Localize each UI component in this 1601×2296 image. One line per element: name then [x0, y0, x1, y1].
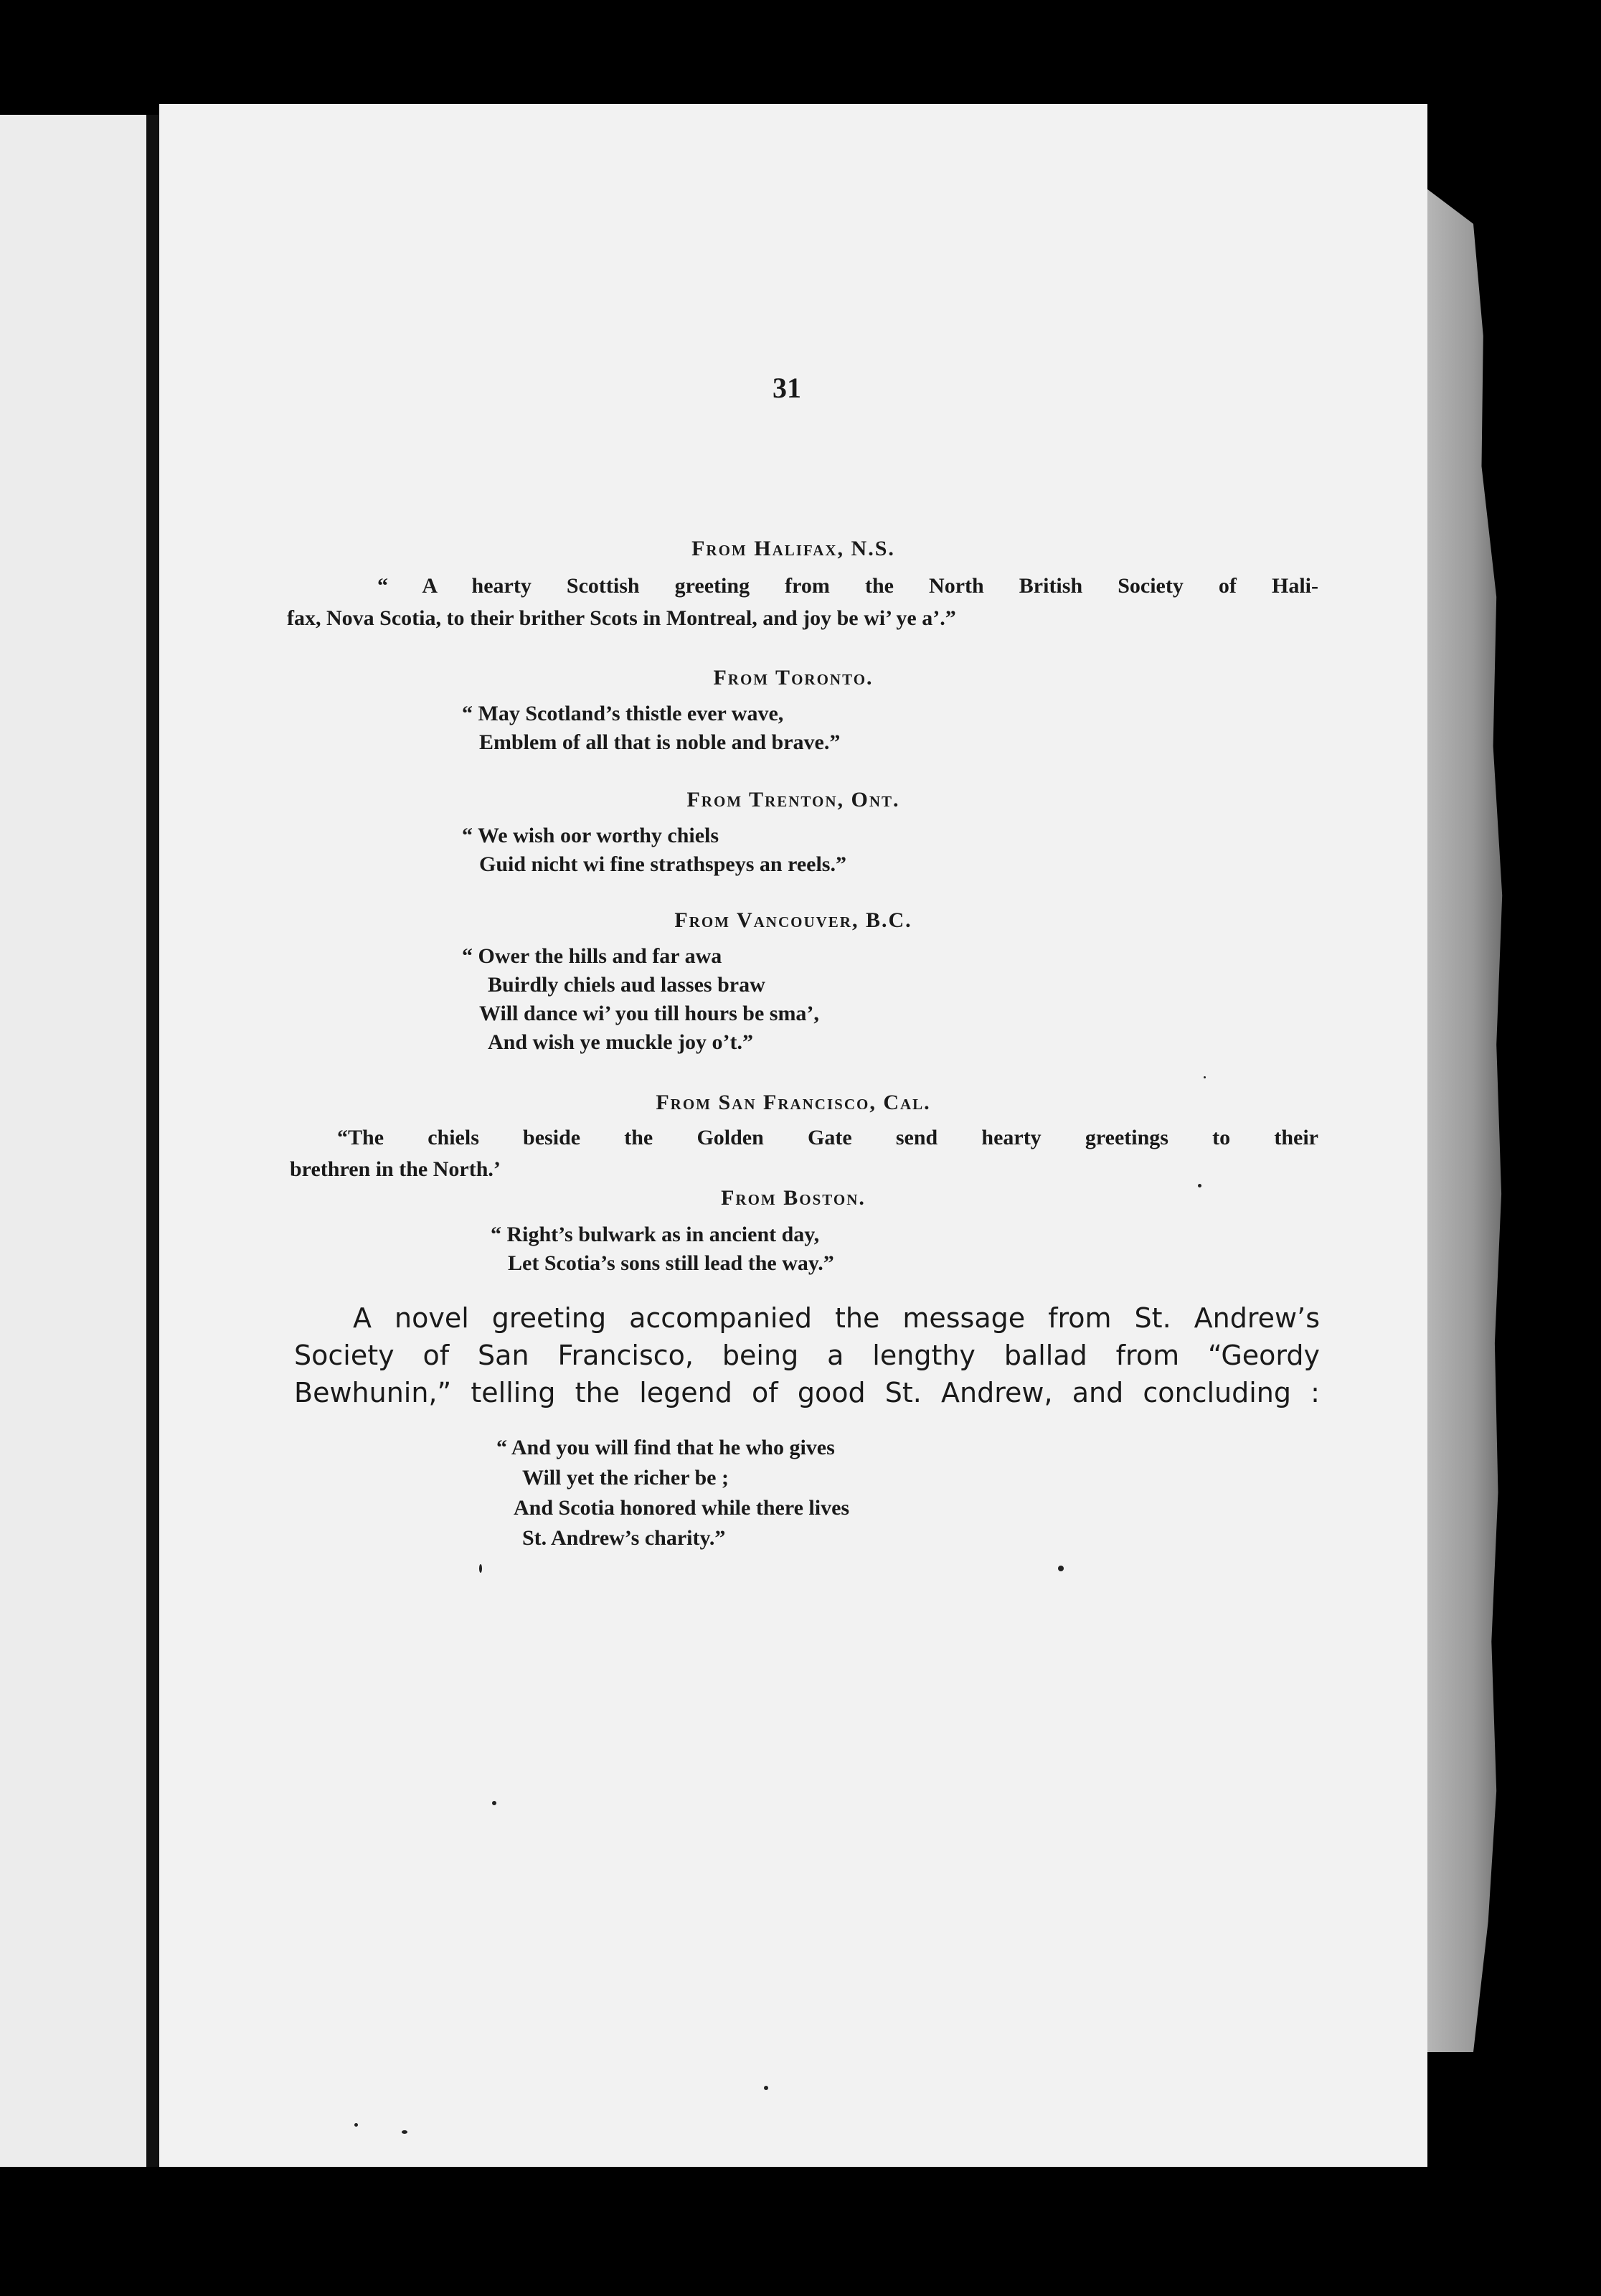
boston-line-1: “ Right’s bulwark as in ancient day, [491, 1223, 820, 1246]
trenton-line-1: “ We wish oor worthy chiels [462, 824, 719, 847]
torn-page-edge [1424, 187, 1506, 2052]
scan-speck [1198, 1184, 1201, 1187]
ballad-line-3: And Scotia honored while there lives [514, 1496, 850, 1520]
novel-line-1: A novel greeting accompanied the message from St. Andrew’s [353, 1302, 1320, 1334]
trenton-line-2: Guid nicht wi fine strathspeys an reels.” [479, 852, 846, 876]
novel-line-3: Bewhunin,” telling the legend of good St. Andrew, and concluding : [294, 1377, 1320, 1408]
san-francisco-line-1: “The chiels beside the Golden Gate send hearty greetings to their [337, 1126, 1318, 1149]
ballad-line-1: “ And you will find that he who gives [496, 1436, 835, 1459]
heading-toronto: From Toronto. [713, 666, 874, 690]
halifax-line-1: “ A hearty Scottish greeting from the North British Society of Hali- [377, 574, 1318, 598]
heading-san-francisco: From San Francisco, Cal. [656, 1091, 931, 1114]
scan-speck [479, 1564, 482, 1573]
vancouver-verse [462, 942, 819, 1057]
scan-speck [492, 1801, 496, 1805]
scan-speck [1058, 1566, 1064, 1571]
novel-greeting-paragraph [294, 1299, 1320, 1411]
toronto-line-1: “ May Scotland’s thistle ever wave, [462, 702, 784, 725]
san-francisco-line-2: brethren in the North.’ [290, 1157, 501, 1181]
vancouver-line-3: Will dance wi’ you till hours be sma’, [479, 1002, 819, 1025]
ballad-line-4: St. Andrew’s charity.” [522, 1526, 726, 1550]
novel-line-2: Society of San Francisco, being a lengthy ballad from “Geordy [294, 1340, 1320, 1371]
heading-trenton: From Trenton, Ont. [686, 788, 900, 811]
heading-boston: From Boston. [721, 1186, 866, 1210]
scan-speck [764, 2086, 768, 2090]
scan-speck [354, 2123, 358, 2127]
boston-verse [491, 1220, 834, 1278]
boston-line-2: Let Scotia’s sons still lead the way.” [508, 1251, 834, 1275]
halifax-line-2: fax, Nova Scotia, to their brither Scots in Montreal, and joy be wi’ ye a’.” [287, 606, 956, 630]
ballad-verse [496, 1433, 849, 1553]
heading-halifax: From Halifax, N.S. [691, 537, 895, 560]
vancouver-line-1: “ Ower the hills and far awa [462, 944, 722, 968]
ballad-line-2: Will yet the richer be ; [522, 1466, 729, 1490]
scan-speck [1204, 1076, 1206, 1078]
book-gutter [146, 115, 159, 2167]
document-page [159, 104, 1427, 2167]
page-number: 31 [773, 372, 801, 404]
vancouver-line-2: Buirdly chiels aud lasses braw [488, 973, 765, 997]
toronto-verse [462, 700, 840, 757]
vancouver-line-4: And wish ye muckle joy o’t.” [488, 1030, 754, 1054]
toronto-line-2: Emblem of all that is noble and brave.” [479, 730, 841, 754]
trenton-verse [462, 822, 846, 879]
heading-vancouver: From Vancouver, B.C. [674, 908, 912, 932]
left-page-edge [0, 115, 146, 2167]
scan-speck [402, 2130, 407, 2134]
